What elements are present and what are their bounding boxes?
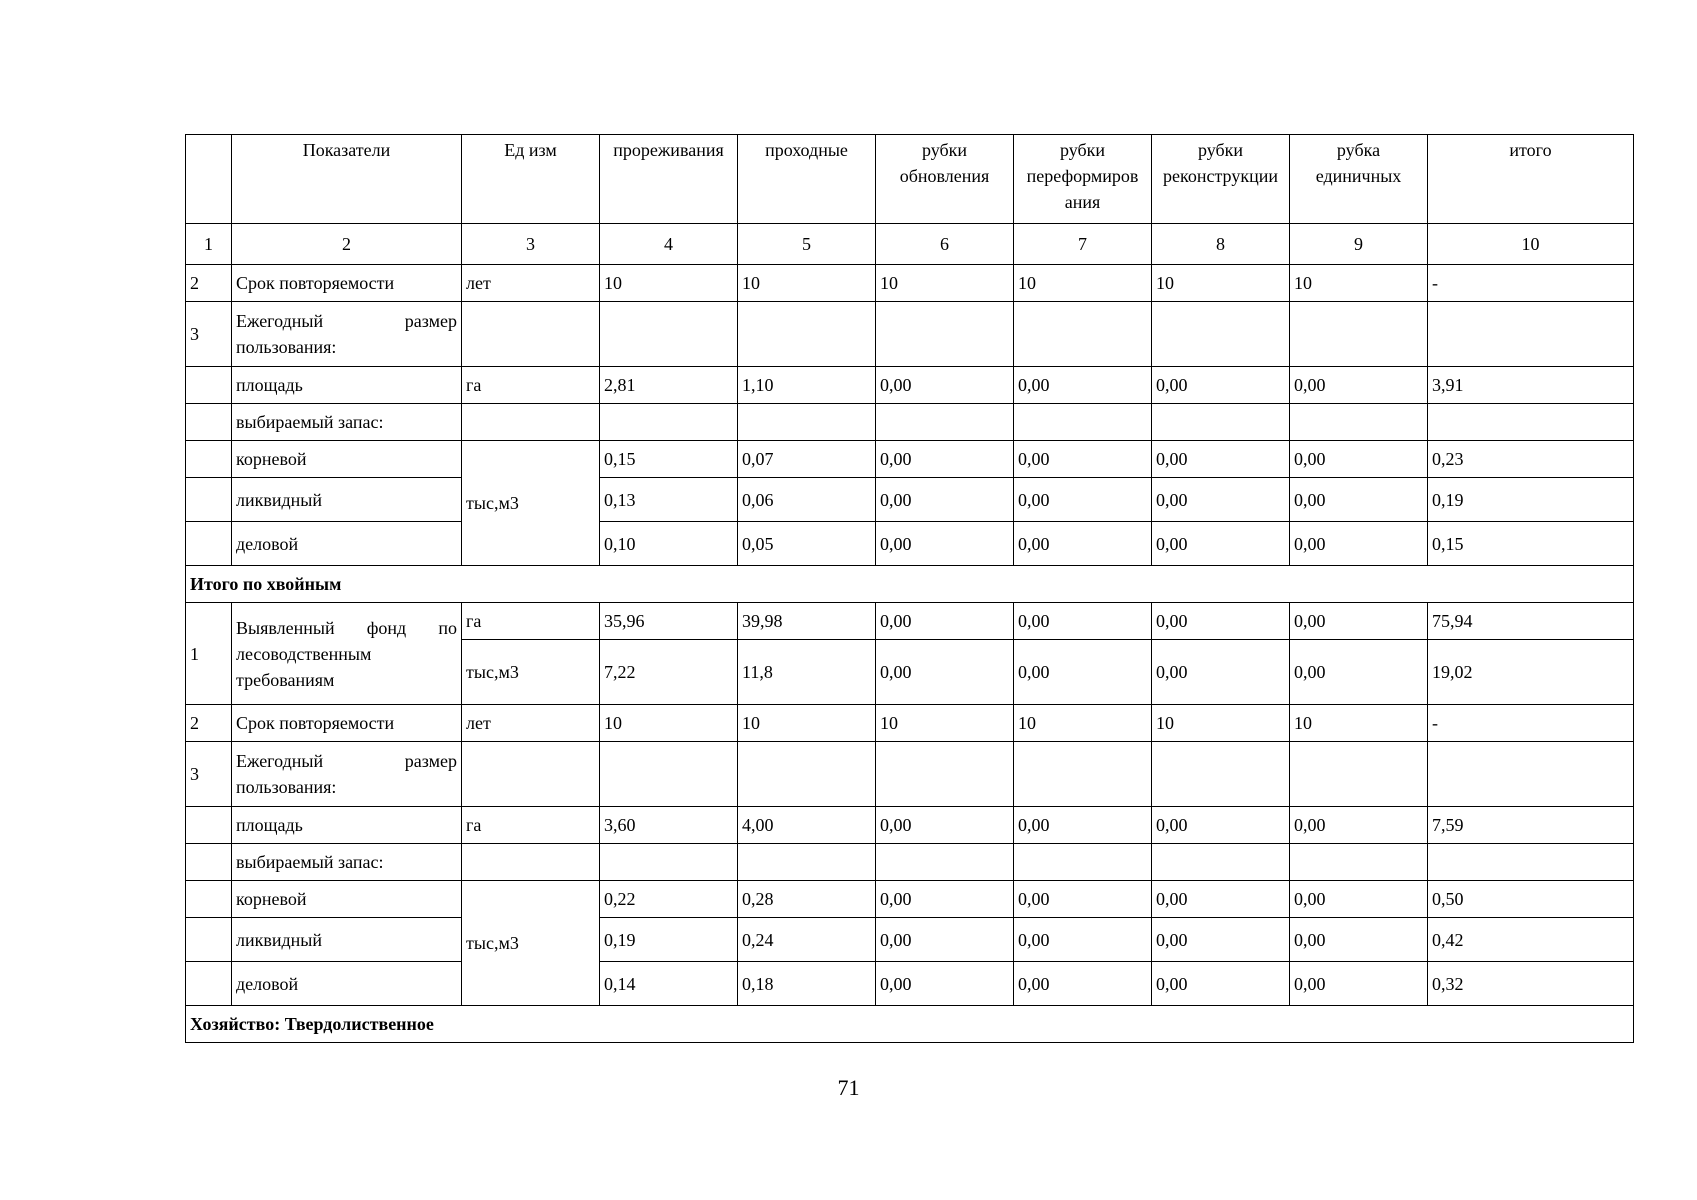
value-cell: 0,19 xyxy=(600,918,738,962)
column-number: 6 xyxy=(876,224,1014,265)
header-cell: итого xyxy=(1428,135,1634,224)
value-cell: 0,00 xyxy=(1014,441,1152,478)
row-label: выбираемый запас: xyxy=(232,404,462,441)
value-cell: 0,00 xyxy=(1014,881,1152,918)
value-cell: 0,00 xyxy=(1152,962,1290,1006)
column-numbers-row xyxy=(186,224,1634,265)
value-cell: 0,22 xyxy=(600,881,738,918)
value-cell xyxy=(876,302,1014,367)
row-number: 3 xyxy=(186,302,232,367)
value-cell: 0,00 xyxy=(1290,367,1428,404)
row-number: 1 xyxy=(186,603,232,705)
unit-cell: га xyxy=(462,807,600,844)
table-row xyxy=(186,441,1634,478)
value-cell: 0,00 xyxy=(876,441,1014,478)
value-cell: 0,00 xyxy=(1152,441,1290,478)
column-number: 3 xyxy=(462,224,600,265)
table-row xyxy=(186,962,1634,1006)
table-row xyxy=(186,705,1634,742)
value-cell xyxy=(1290,404,1428,441)
label-part: лесоводственным xyxy=(236,643,372,664)
value-cell: 0,18 xyxy=(738,962,876,1006)
value-cell: 0,00 xyxy=(1290,441,1428,478)
value-cell: 0,50 xyxy=(1428,881,1634,918)
value-cell xyxy=(600,844,738,881)
row-number: 2 xyxy=(186,265,232,302)
value-cell: 0,00 xyxy=(1290,522,1428,566)
value-cell xyxy=(738,404,876,441)
label-part: пользования: xyxy=(236,777,337,797)
row-label: площадь xyxy=(232,807,462,844)
value-cell: - xyxy=(1428,265,1634,302)
header-cell: рубка единичных xyxy=(1290,135,1428,224)
value-cell: 10 xyxy=(1014,265,1152,302)
row-number xyxy=(186,522,232,566)
value-cell: 10 xyxy=(738,265,876,302)
row-label: выбираемый запас: xyxy=(232,844,462,881)
table-header-row xyxy=(186,135,1634,224)
value-cell xyxy=(1428,404,1634,441)
value-cell xyxy=(1152,742,1290,807)
value-cell xyxy=(1014,844,1152,881)
table-row xyxy=(186,807,1634,844)
unit-cell: тыс,м3 xyxy=(462,441,600,566)
value-cell: 0,00 xyxy=(876,478,1014,522)
table-row xyxy=(186,603,1634,640)
value-cell: 0,00 xyxy=(876,640,1014,705)
row-label: корневой xyxy=(232,441,462,478)
column-number: 1 xyxy=(186,224,232,265)
value-cell: 10 xyxy=(876,265,1014,302)
value-cell: 0,06 xyxy=(738,478,876,522)
section-title: Хозяйство: Твердолиственное xyxy=(186,1006,1634,1043)
value-cell: 10 xyxy=(600,705,738,742)
row-number xyxy=(186,807,232,844)
section-row xyxy=(186,566,1634,603)
value-cell: 1,10 xyxy=(738,367,876,404)
row-number xyxy=(186,844,232,881)
value-cell: 7,22 xyxy=(600,640,738,705)
row-number xyxy=(186,441,232,478)
unit-cell: лет xyxy=(462,265,600,302)
label-part: фонд xyxy=(366,617,407,638)
column-number: 9 xyxy=(1290,224,1428,265)
column-number: 10 xyxy=(1428,224,1634,265)
table-row xyxy=(186,844,1634,881)
value-cell: 10 xyxy=(738,705,876,742)
label-part: требованиям xyxy=(236,669,335,690)
value-cell: - xyxy=(1428,705,1634,742)
value-cell: 0,23 xyxy=(1428,441,1634,478)
row-label: Срок повторяемости xyxy=(232,705,462,742)
unit-cell xyxy=(462,302,600,367)
section-row xyxy=(186,1006,1634,1043)
row-label: ликвидный xyxy=(232,478,462,522)
column-number: 5 xyxy=(738,224,876,265)
value-cell: 10 xyxy=(1014,705,1152,742)
row-number xyxy=(186,404,232,441)
header-cell: рубки реконструкции xyxy=(1152,135,1290,224)
table-row xyxy=(186,302,1634,367)
row-label xyxy=(232,742,462,807)
table-row xyxy=(186,265,1634,302)
value-cell: 0,00 xyxy=(876,367,1014,404)
table-row xyxy=(186,367,1634,404)
header-cell: рубки обновления xyxy=(876,135,1014,224)
value-cell: 0,15 xyxy=(600,441,738,478)
unit-cell: лет xyxy=(462,705,600,742)
value-cell: 0,00 xyxy=(1152,807,1290,844)
row-number: 2 xyxy=(186,705,232,742)
row-label: деловой xyxy=(232,962,462,1006)
value-cell: 0,13 xyxy=(600,478,738,522)
value-cell xyxy=(738,844,876,881)
value-cell: 0,00 xyxy=(1014,367,1152,404)
value-cell: 0,00 xyxy=(1152,367,1290,404)
unit-cell: га xyxy=(462,603,600,640)
label-part: Выявленный xyxy=(236,617,335,638)
page-number: 71 xyxy=(837,1075,860,1100)
row-number xyxy=(186,962,232,1006)
value-cell: 10 xyxy=(876,705,1014,742)
value-cell: 2,81 xyxy=(600,367,738,404)
row-number xyxy=(186,367,232,404)
value-cell xyxy=(1014,742,1152,807)
value-cell: 0,00 xyxy=(876,962,1014,1006)
label-part: Ежегодный xyxy=(236,311,324,331)
row-number xyxy=(186,478,232,522)
value-cell xyxy=(600,302,738,367)
value-cell: 0,14 xyxy=(600,962,738,1006)
value-cell: 0,00 xyxy=(1014,522,1152,566)
value-cell: 3,91 xyxy=(1428,367,1634,404)
row-label: площадь xyxy=(232,367,462,404)
value-cell: 0,00 xyxy=(1152,918,1290,962)
value-cell: 0,00 xyxy=(1290,962,1428,1006)
section-title: Итого по хвойным xyxy=(186,566,1634,603)
label-part: пользования: xyxy=(236,337,337,357)
value-cell: 0,00 xyxy=(1290,881,1428,918)
table-row xyxy=(186,478,1634,522)
value-cell xyxy=(1428,742,1634,807)
row-label: ликвидный xyxy=(232,918,462,962)
value-cell: 0,10 xyxy=(600,522,738,566)
value-cell: 0,19 xyxy=(1428,478,1634,522)
label-part: Ежегодный xyxy=(236,751,324,771)
value-cell xyxy=(1428,844,1634,881)
value-cell xyxy=(1014,302,1152,367)
header-cell: Ед изм xyxy=(462,135,600,224)
unit-cell: тыс,м3 xyxy=(462,881,600,1006)
value-cell: 0,07 xyxy=(738,441,876,478)
value-cell: 0,00 xyxy=(876,918,1014,962)
value-cell: 10 xyxy=(600,265,738,302)
row-label xyxy=(232,603,462,705)
value-cell: 75,94 xyxy=(1428,603,1634,640)
header-cell: рубки переформиров ания xyxy=(1014,135,1152,224)
value-cell: 0,32 xyxy=(1428,962,1634,1006)
row-number: 3 xyxy=(186,742,232,807)
value-cell: 0,15 xyxy=(1428,522,1634,566)
column-number: 4 xyxy=(600,224,738,265)
value-cell xyxy=(1428,302,1634,367)
value-cell: 0,00 xyxy=(1290,640,1428,705)
value-cell: 10 xyxy=(1152,705,1290,742)
value-cell xyxy=(876,404,1014,441)
value-cell xyxy=(1290,742,1428,807)
value-cell xyxy=(1152,404,1290,441)
value-cell: 11,8 xyxy=(738,640,876,705)
label-part: по xyxy=(438,617,457,638)
value-cell xyxy=(738,302,876,367)
value-cell: 0,00 xyxy=(1014,478,1152,522)
row-number xyxy=(186,918,232,962)
table-row xyxy=(186,522,1634,566)
table-row xyxy=(186,404,1634,441)
value-cell: 0,28 xyxy=(738,881,876,918)
value-cell: 19,02 xyxy=(1428,640,1634,705)
value-cell: 0,00 xyxy=(1014,603,1152,640)
value-cell: 0,00 xyxy=(1290,478,1428,522)
value-cell xyxy=(876,844,1014,881)
value-cell: 10 xyxy=(1152,265,1290,302)
value-cell: 35,96 xyxy=(600,603,738,640)
value-cell: 0,00 xyxy=(1014,962,1152,1006)
value-cell: 10 xyxy=(1290,265,1428,302)
row-label xyxy=(232,302,462,367)
value-cell xyxy=(1152,844,1290,881)
column-number: 8 xyxy=(1152,224,1290,265)
table-row xyxy=(186,742,1634,807)
unit-cell: тыс,м3 xyxy=(462,640,600,705)
unit-cell xyxy=(462,404,600,441)
value-cell: 0,00 xyxy=(1152,522,1290,566)
value-cell: 0,00 xyxy=(1152,478,1290,522)
value-cell xyxy=(1290,302,1428,367)
label-part: размер xyxy=(404,751,457,771)
value-cell xyxy=(600,404,738,441)
value-cell: 0,00 xyxy=(876,881,1014,918)
value-cell xyxy=(1290,844,1428,881)
table-row xyxy=(186,918,1634,962)
value-cell: 0,05 xyxy=(738,522,876,566)
value-cell: 0,00 xyxy=(1152,881,1290,918)
column-number: 7 xyxy=(1014,224,1152,265)
value-cell xyxy=(1014,404,1152,441)
unit-cell: га xyxy=(462,367,600,404)
value-cell: 10 xyxy=(1290,705,1428,742)
value-cell: 0,00 xyxy=(1014,807,1152,844)
table-row xyxy=(186,881,1634,918)
header-cell xyxy=(186,135,232,224)
value-cell xyxy=(1152,302,1290,367)
value-cell: 0,00 xyxy=(1152,640,1290,705)
header-cell: Показатели xyxy=(232,135,462,224)
value-cell: 0,00 xyxy=(1014,640,1152,705)
row-label: деловой xyxy=(232,522,462,566)
value-cell: 7,59 xyxy=(1428,807,1634,844)
value-cell: 0,00 xyxy=(1290,603,1428,640)
value-cell: 0,00 xyxy=(876,522,1014,566)
value-cell: 0,42 xyxy=(1428,918,1634,962)
value-cell: 0,00 xyxy=(1290,918,1428,962)
header-cell: прореживания xyxy=(600,135,738,224)
value-cell: 39,98 xyxy=(738,603,876,640)
value-cell: 4,00 xyxy=(738,807,876,844)
value-cell: 3,60 xyxy=(600,807,738,844)
unit-cell xyxy=(462,844,600,881)
row-number xyxy=(186,881,232,918)
value-cell: 0,24 xyxy=(738,918,876,962)
column-number: 2 xyxy=(232,224,462,265)
value-cell xyxy=(600,742,738,807)
value-cell xyxy=(738,742,876,807)
value-cell: 0,00 xyxy=(876,807,1014,844)
row-label: Срок повторяемости xyxy=(232,265,462,302)
row-label: корневой xyxy=(232,881,462,918)
value-cell: 0,00 xyxy=(1152,603,1290,640)
value-cell xyxy=(876,742,1014,807)
unit-cell xyxy=(462,742,600,807)
forest-use-table xyxy=(185,134,1634,1043)
value-cell: 0,00 xyxy=(876,603,1014,640)
value-cell: 0,00 xyxy=(1014,918,1152,962)
label-part: размер xyxy=(404,311,457,331)
header-cell: проходные xyxy=(738,135,876,224)
value-cell: 0,00 xyxy=(1290,807,1428,844)
